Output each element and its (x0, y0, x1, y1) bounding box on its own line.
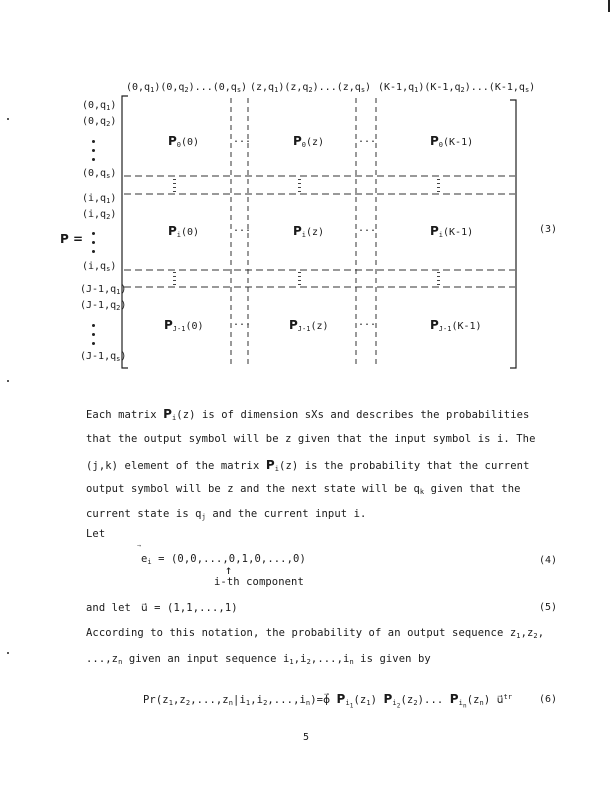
scan-edge-mark (608, 0, 610, 12)
matrix-label: P = (60, 232, 84, 246)
row-label: $(J-1,q_s)$ (80, 351, 127, 363)
para-line-3: (j,k) element of the matrix Pi(z) is the probability that the current (86, 458, 530, 473)
block-pi-k-1: Pi(K-1) (430, 224, 474, 239)
scan-speck (7, 652, 9, 654)
para-line-1: Each matrix Pi(z) is of dimension sXs and describes the probabilities (86, 407, 530, 422)
eq-number-6: (6) (539, 694, 558, 705)
hdots: ... (358, 317, 377, 328)
block-pi-0: Pi(0) (168, 224, 200, 239)
para-line-2: that the output symbol will be z given that the input symbol is i. The (86, 433, 536, 445)
eq4-expression: e ⃗ i = (0,0,...,0,1,0,...,0) (141, 544, 306, 566)
para-line-4: output symbol will be z and the next state will be qk given that the (86, 483, 521, 496)
block-p0-z: P0(z) (293, 134, 325, 149)
block-p0-k-1: P0(K-1) (430, 134, 474, 149)
col-header-k-1: $(K-1,q_1)(K-1,q_2)...(K-1,q_s)$ (378, 82, 536, 94)
row-label: $(i,q_1)$ (82, 193, 117, 205)
col-header-z: $(z,q_1)(z,q_2)...(z,q_s)$ (250, 82, 372, 94)
row-label: $(0,q_1)$ (82, 100, 117, 112)
row-label: $(i,q_2)$ (82, 209, 117, 221)
hdots: ... (358, 134, 377, 145)
row-label: $(J-1,q_1)$ (80, 284, 127, 296)
row-label: $(0,q_s)$ (82, 168, 117, 180)
block-pj-0: PJ-1(0) (164, 318, 204, 333)
hdots: ... (233, 134, 252, 145)
para2-line-1: According to this notation, the probability of an output sequence z1,z2, (86, 627, 545, 640)
hdots: ... (233, 223, 252, 234)
eq6-expression: Pr(z1,z2,...,zn|i1,i2,...,in)=ϕ⃗ $Pi_1(z1)$ $Pi_2(z2)$... $Pi_n(zn)$ u⃗$^{tr}$ (143, 692, 513, 710)
eq4-annotation: i-th component (214, 576, 304, 588)
eq-number-5: (5) (539, 602, 558, 613)
row-label: $(i,q_s)$ (82, 261, 117, 273)
row-label: $(J-1,q_2)$ (80, 300, 127, 312)
row-label: $(0,q_2)$ (82, 116, 117, 128)
eq-number-4: (4) (539, 555, 558, 566)
scan-speck (7, 118, 9, 120)
para-line-5: current state is qj and the current input i. (86, 508, 367, 521)
block-pj-k-1: PJ-1(K-1) (430, 318, 482, 333)
scan-speck (7, 380, 9, 382)
hdots: ... (358, 223, 377, 234)
eq5-prefix: and let (86, 602, 131, 614)
eq4-arrow: ↑ (225, 563, 233, 577)
para-line-6: Let (86, 528, 106, 540)
block-pj-z: PJ-1(z) (289, 318, 329, 333)
block-pi-z: Pi(z) (293, 224, 325, 239)
eq5-expression: u⃗ = (1,1,...,1) (141, 602, 238, 614)
col-header-0: $(0,q_1)(0,q_2)...(0,q_s)$ (126, 82, 248, 94)
page-number: 5 (303, 732, 310, 743)
block-p0-0: P0(0) (168, 134, 200, 149)
eq-number-3: (3) (539, 224, 558, 235)
hdots: ... (233, 317, 252, 328)
para2-line-2: ...,zn given an input sequence i1,i2,...,in is given by (86, 653, 431, 666)
